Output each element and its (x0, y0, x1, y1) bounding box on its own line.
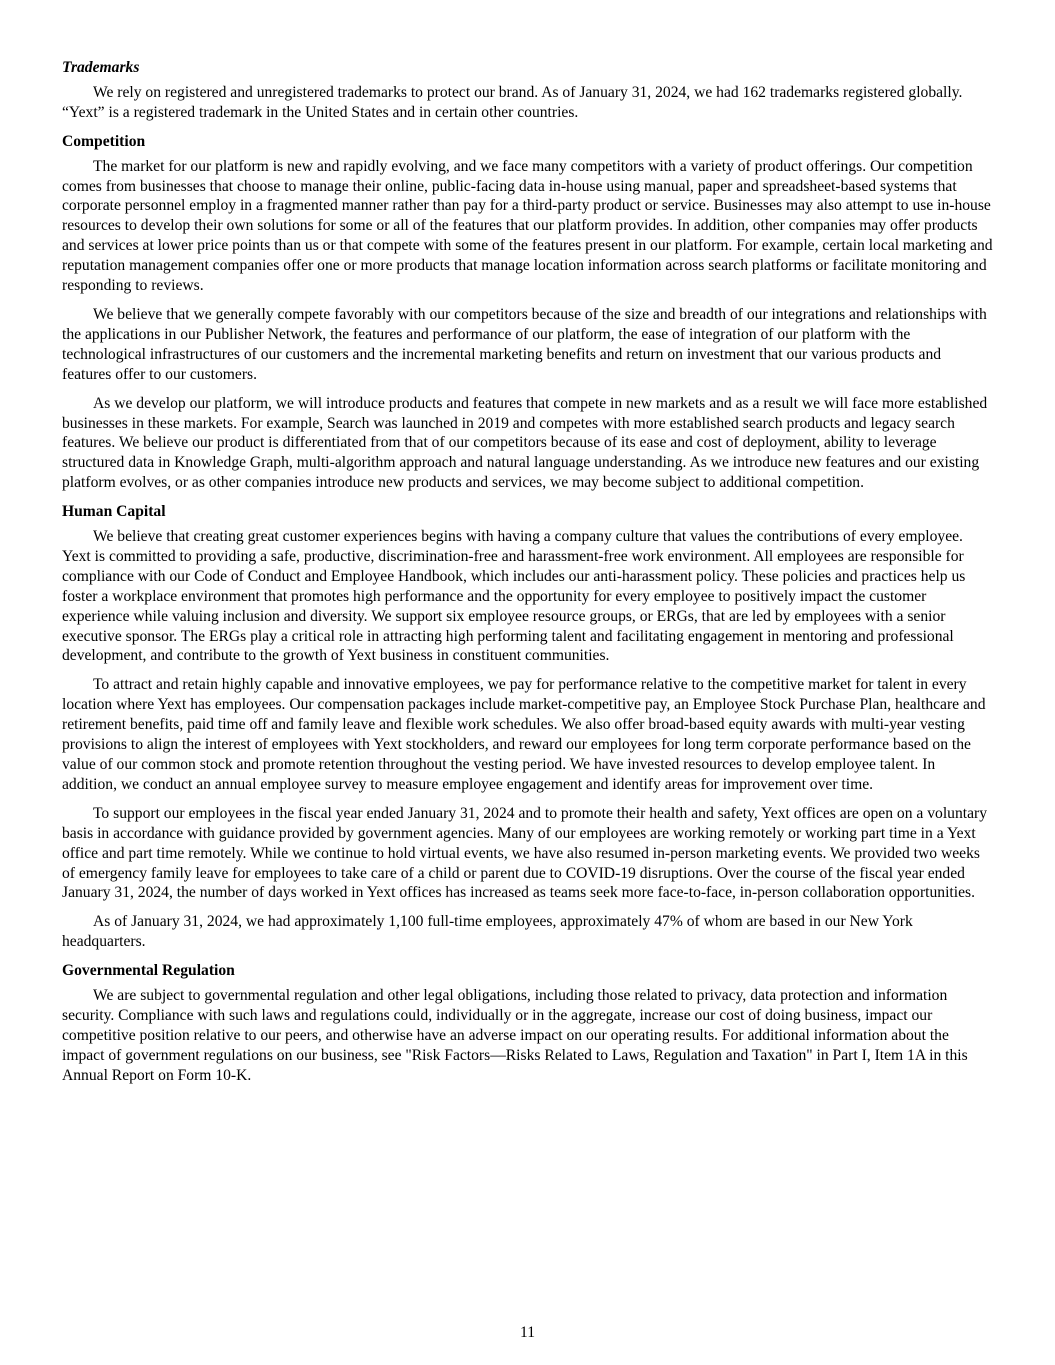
section-governmental-regulation (62, 961, 994, 1085)
paragraph: To attract and retain highly capable and innovative employees, we pay for performance relative to the competitive market for talent in every location where Yext has employees. Our compensation packages include market-competitive pay, an Employee Stock Purchase Plan, healthcare and retirement benefits, paid time off and family leave and flexible work schedules. We also offer broad-based equity awards with multi-year vesting provisions to align the interest of employees with Yext stockholders, and reward our employees for long term corporate performance based on the value of our common stock and promote retention throughout the vesting period. We have invested resources to develop employee talent. In addition, we conduct an annual employee survey to measure employee engagement and identify areas for improvement over time. (62, 676, 986, 793)
section-competition (62, 132, 994, 493)
paragraph: We rely on registered and unregistered trademarks to protect our brand. As of January 31, 2024, we had 162 trademarks registered globally. “Yext” is a registered trademark in the United States and in certain other countries. (62, 83, 963, 121)
paragraph: As of January 31, 2024, we had approximately 1,100 full-time employees, approximately 47% of whom are based in our New York headquarters. (62, 913, 913, 951)
paragraph: As we develop our platform, we will introduce products and features that compete in new markets and as a result we will face more established businesses in these markets. For example, Search was launched in 2019 and competes with more established search products and legacy search features. We believe our product is differentiated from that of our competitors because of its ease and cost of deployment, ability to leverage structured data in Knowledge Graph, multi-algorithm approach and natural language understanding. As we introduce new features and our existing platform evolves, or as other companies introduce new products and services, we may become subject to additional competition. (62, 394, 988, 492)
page-number: 11 (519, 1324, 535, 1341)
section-heading-governmental-regulation: Governmental Regulation (62, 962, 235, 980)
paragraph: We are subject to governmental regulation and other legal obligations, including those related to privacy, data protection and information security. Compliance with such laws and regulations could, individually or in the aggregate, increase our cost of doing business, impact our competitive position relative to our peers, and otherwise have an adverse impact on our operating results. For additional information about the impact of government regulations on our business, see "Risk Factors—Risks Related to Laws, Regulation and Taxation" in Part I, Item 1A in this Annual Report on Form 10-K. (62, 987, 968, 1084)
section-human-capital (62, 502, 994, 952)
paragraph: The market for our platform is new and rapidly evolving, and we face many competitors with a variety of product offerings. Our competition comes from businesses that choose to manage their online, public-facing data in-house using manual, paper and spreadsheet-based systems that corporate personnel employ in a fragmented manner rather than pay for a third-party product or service. Businesses may also attempt to use in-house resources to develop their own solutions for some or all of the features that our platform provides. In addition, other companies may offer products and services at lower price points than us or that compete with some of the features present in our platform. For example, certain local marketing and reputation management companies offer one or more products that manage location information across search platforms or facilitate monitoring and responding to reviews. (62, 157, 993, 295)
paragraph: To support our employees in the fiscal year ended January 31, 2024 and to promote their health and safety, Yext offices are open on a voluntary basis in accordance with guidance provided by government agencies. Many of our employees are working remotely or working part time in a Yext office and part time remotely. While we continue to hold virtual events, we have also resumed in-person marketing events. We provided two weeks of emergency family leave for employees to take care of a child or parent due to COVID-19 disruptions. Over the course of the fiscal year ended January 31, 2024, the number of days worked in Yext offices has increased as teams seek more face-to-face, in-person collaboration opportunities. (62, 804, 987, 902)
section-trademarks (62, 58, 994, 123)
section-heading-trademarks: Trademarks (62, 59, 140, 76)
document-page (62, 58, 994, 1095)
paragraph: We believe that we generally compete favorably with our competitors because of the size and breadth of our integrations and relationships with the applications in our Publisher Network, the features and performance of our platform, the ease of integration of our platform with the technological infrastructures of our customers and the incremental marketing benefits and return on investment that our various products and features offer to our customers. (62, 305, 987, 383)
section-heading-human-capital: Human Capital (62, 503, 166, 521)
section-heading-competition: Competition (62, 132, 146, 150)
paragraph: We believe that creating great customer experiences begins with having a company culture that values the contributions of every employee. Yext is committed to providing a safe, productive, discrimination-free and harassment-free work environment. All employees are responsible for compliance with our Code of Conduct and Employee Handbook, which includes our anti-harassment policy. These policies and practices help us foster a workplace environment that promotes high performance and the opportunity for every employee to positively impact the customer experience while valuing inclusion and diversity. We support six employee resource groups, or ERGs, that are led by employees with a senior executive sponsor. The ERGs play a critical role in attracting high performing talent and facilitating engagement in mentoring and professional development, and contribute to the growth of Yext business in constituent communities. (62, 528, 966, 665)
